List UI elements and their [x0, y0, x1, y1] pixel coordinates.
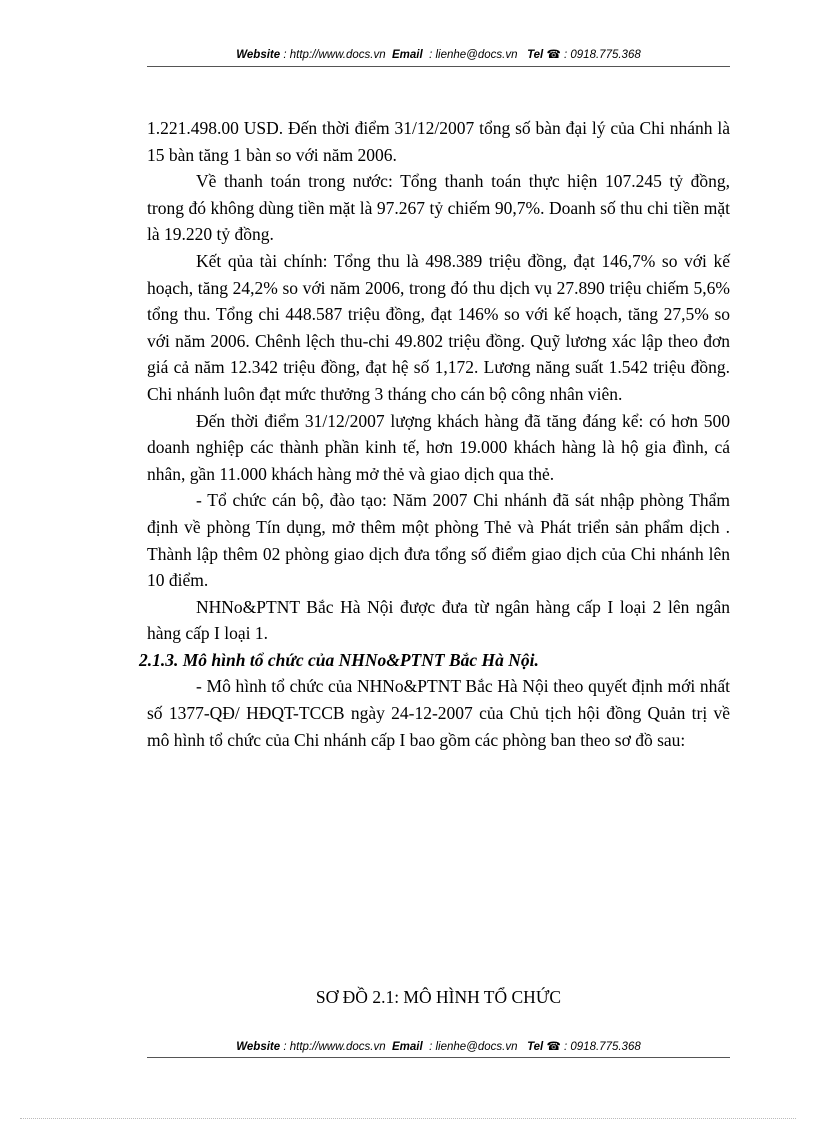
footer-divider — [147, 1057, 730, 1058]
footer-email-link[interactable]: : lienhe@docs.vn — [429, 1041, 518, 1053]
header-tel-value: : 0918.775.368 — [564, 49, 641, 61]
section-heading: 2.1.3. Mô hình tổ chức của NHNo&PTNT Bắc Hà Nội. — [139, 649, 539, 670]
header-tel-label: Tel — [527, 49, 544, 61]
phone-icon: ☎ — [546, 1041, 561, 1053]
section-paragraph: - Mô hình tổ chức của NHNo&PTNT Bắc Hà Nội theo quyết định mới nhất số 1377-QĐ/ HĐQT-TCCB ngày 24-12-2007 của Chủ tịch hội đồng Quản trị về mô hình tổ chức của Chi nhánh cấp I bao gồm các phòng ban theo sơ đồ sau: — [147, 676, 730, 750]
paragraph-5: - Tổ chức cán bộ, đào tạo: Năm 2007 Chi nhánh đã sát nhập phòng Thẩm định về phòng Tín dụng, mở thêm một phòng Thẻ và Phát triển sản phẩm dịch . Thành lập thêm 02 phòng giao dịch đưa tổng số điểm giao dịch của Chi nhánh lên 10 điểm. — [147, 490, 730, 591]
footer-website-link[interactable]: : http://www.docs.vn — [283, 1041, 386, 1053]
header-divider — [147, 66, 730, 67]
page-edge-dots — [20, 1118, 796, 1119]
page-footer — [147, 1040, 730, 1054]
page-header — [147, 48, 730, 62]
paragraph-1: 1.221.498.00 USD. Đến thời điểm 31/12/2007 tổng số bàn đại lý của Chi nhánh là 15 bàn tăng 1 bàn so với năm 2006. — [147, 118, 730, 165]
header-email-link[interactable]: : lienhe@docs.vn — [429, 49, 518, 61]
footer-tel-label: Tel — [527, 1041, 544, 1053]
header-email-label: Email — [392, 49, 423, 61]
paragraph-6: NHNo&PTNT Bắc Hà Nội được đưa từ ngân hàng cấp I loại 2 lên ngân hàng cấp I loại 1. — [147, 596, 730, 644]
phone-icon: ☎ — [546, 49, 561, 61]
document-body — [139, 115, 730, 753]
paragraph-4: Đến thời điểm 31/12/2007 lượng khách hàng đã tăng đáng kể: có hơn 500 doanh nghiệp các thành phần kinh tế, hơn 19.000 khách hàng là hộ gia đình, cá nhân, gần 11.000 khách hàng mở thẻ và giao dịch qua thẻ. — [147, 410, 730, 484]
header-website-link[interactable]: : http://www.docs.vn — [283, 49, 386, 61]
diagram-title: SƠ ĐỒ 2.1: MÔ HÌNH TỔ CHỨC — [315, 987, 562, 1007]
paragraph-3: Kết qủa tài chính: Tổng thu là 498.389 triệu đồng, đạt 146,7% so với kế hoạch, tăng 24,2% so với năm 2006, trong đó thu dịch vụ 27.890 triệu chiếm 5,6% tổng thu. Tổng chi 448.587 triệu đồng, đạt 146% so với kế hoạch, tăng 27,5% so với năm 2006. Chênh lệch thu-chi 49.802 triệu đồng. Quỹ lương xác lập theo đơn giá cả năm 12.342 triệu đồng, đạt hệ số 1,172. Lương năng suất 1.542 triệu đồng. Chi nhánh luôn đạt mức thưởng 3 tháng cho cán bộ công nhân viên. — [147, 250, 730, 404]
header-website-label: Website — [236, 49, 281, 61]
paragraph-2: Về thanh toán trong nước: Tổng thanh toán thực hiện 107.245 tỷ đồng, trong đó không dùng tiền mặt là 97.267 tỷ chiếm 90,7%. Doanh số thu chi tiền mặt là 19.220 tỷ đồng. — [147, 171, 730, 245]
footer-website-label: Website — [236, 1041, 281, 1053]
footer-tel-value: : 0918.775.368 — [564, 1041, 641, 1053]
footer-email-label: Email — [392, 1041, 423, 1053]
